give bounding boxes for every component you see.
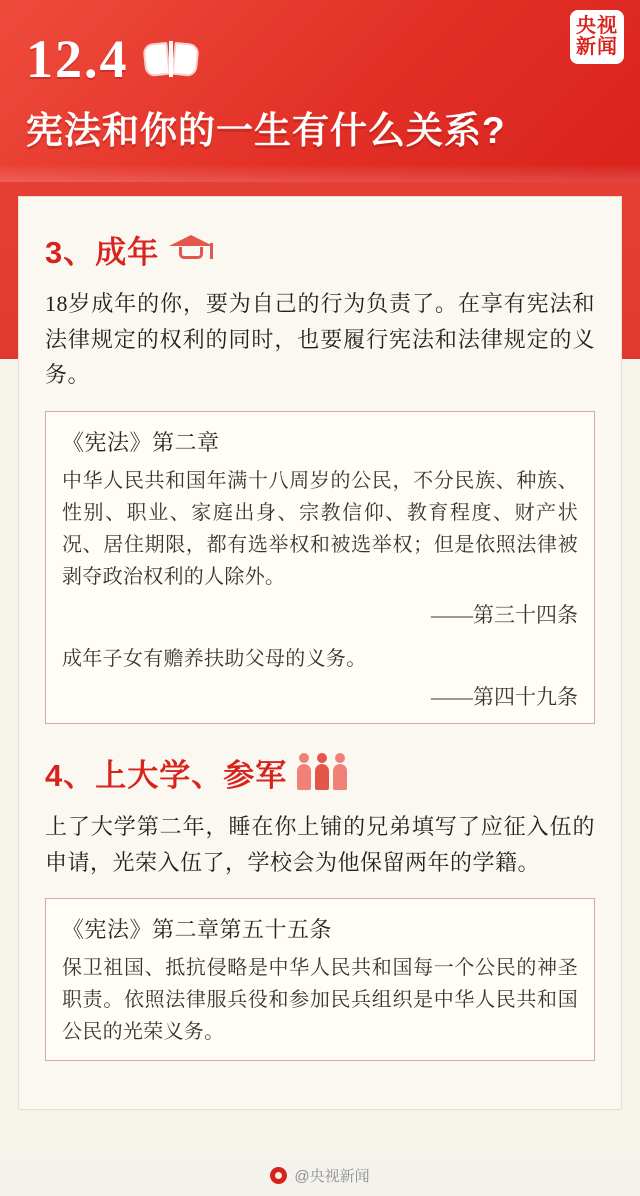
date-text: 12.4	[26, 29, 129, 89]
content-card	[18, 196, 622, 1110]
law-quote-ref: ——第四十九条	[431, 684, 578, 709]
section-title-row	[45, 227, 595, 272]
graduation-cap-icon	[169, 233, 215, 267]
law-quote-text: 成年子女有赡养扶助父母的义务。	[62, 647, 367, 670]
section-title-row	[45, 750, 595, 795]
open-book-icon	[143, 39, 199, 79]
law-quote-box	[45, 898, 595, 1061]
law-quote-ref: ——第三十四条	[431, 602, 578, 627]
section-title-text: 4、上大学、参军	[45, 757, 288, 793]
law-quote-text: 保卫祖国、抵抗侵略是中华人民共和国每一个公民的神圣职责。依照法律服兵役和参加民兵组织是中华人民共和国公民的光荣义务。	[62, 957, 578, 1044]
logo-line-1: 央视	[576, 15, 618, 37]
footer-watermark	[0, 1154, 640, 1196]
date-row	[26, 28, 199, 90]
section-adulthood	[45, 227, 595, 724]
section-paragraph: 18岁成年的你，要为自己的行为负责了。在享有宪法和法律规定的权利的同时，也要履行宪法和法律规定的义务。	[45, 291, 595, 388]
watermark-text: @央视新闻	[294, 1167, 370, 1185]
law-quote-title: 《宪法》第二章第五十五条	[62, 917, 333, 943]
cctv-news-logo	[570, 10, 624, 64]
soldiers-icon	[297, 754, 353, 790]
poster-header	[0, 0, 640, 182]
weibo-icon	[270, 1167, 287, 1184]
law-quote-text: 中华人民共和国年满十八周岁的公民，不分民族、种族、性别、职业、家庭出身、宗教信仰、教育程度、财产状况、居住期限，都有选举权和被选举权；但是依照法律被剥夺政治权利的人除外。	[62, 469, 578, 588]
section-title-text: 3、成年	[45, 235, 160, 270]
law-quote-title: 《宪法》第二章	[62, 429, 220, 455]
section-university-military	[45, 750, 595, 1061]
page-title: 宪法和你的一生有什么关系?	[26, 110, 506, 151]
section-paragraph: 上了大学第二年，睡在你上铺的兄弟填写了应征入伍的申请，光荣入伍了，学校会为他保留两年的学籍。	[45, 813, 595, 875]
law-quote-box	[45, 411, 595, 724]
logo-line-2: 新闻	[576, 36, 618, 58]
